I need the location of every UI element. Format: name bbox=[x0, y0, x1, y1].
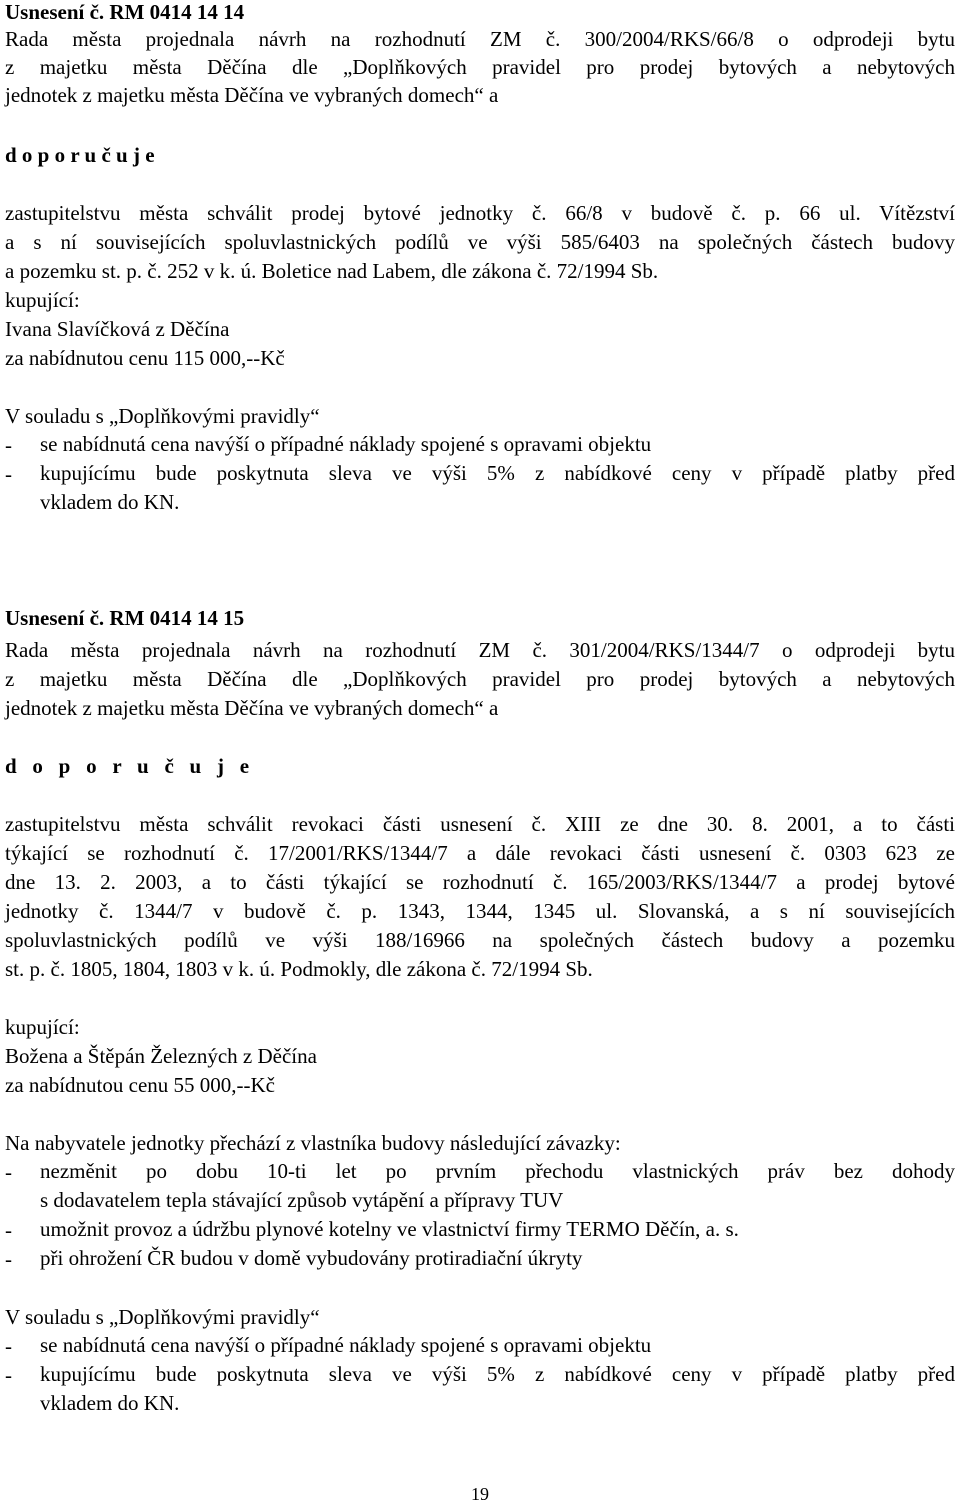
body-line: a pozemku st. p. č. 252 v k. ú. Boletice nad Labem, dle zákona č. 72/1994 Sb. bbox=[5, 259, 659, 283]
rule-item: se nabídnutá cena navýší o případné náklady spojené s opravami objektu bbox=[40, 1333, 652, 1357]
obligations-heading: Na nabyvatele jednotky přechází z vlastníka budovy následující závazky: bbox=[5, 1131, 621, 1155]
list-dash: - bbox=[5, 433, 12, 457]
obligation-item: nezměnit po dobu 10-ti let po prvním přechodu vlastnických práv bez dohody s dodavatelem tepla stávající způsob vytápění a přípravy TUV bbox=[40, 1159, 955, 1212]
buyer-name: Božena a Štěpán Železných z Děčína bbox=[5, 1044, 317, 1068]
intro-line: jednotek z majetku města Děčína ve vybraných domech“ a bbox=[5, 83, 499, 107]
rule-item: kupujícímu bude poskytnuta sleva ve výši 5% z nabídkové ceny v případě platby před vkladem do KN. bbox=[40, 461, 955, 514]
list-dash: - bbox=[5, 1363, 12, 1387]
body-line: týkající se rozhodnutí č. 17/2001/RKS/1344/7 a dále revokaci části usnesení č. 0303 623 ze bbox=[5, 841, 955, 865]
price-line: za nabídnutou cenu 55 000,--Kč bbox=[5, 1073, 275, 1097]
list-dash: - bbox=[5, 1334, 12, 1358]
resolution-title: Usnesení č. RM 0414 14 15 bbox=[5, 606, 245, 630]
body-line: jednotky č. 1344/7 v budově č. p. 1343, 1344, 1345 ul. Slovanská, a s ní souvisejících bbox=[5, 899, 955, 923]
intro-line: z majetku města Děčína dle „Doplňkových pravidel pro prodej bytových a nebytových bbox=[5, 667, 955, 691]
buyer-label: kupující: bbox=[5, 1015, 80, 1039]
buyer-name: Ivana Slavíčková z Děčína bbox=[5, 317, 230, 341]
obligation-item: umožnit provoz a údržbu plynové kotelny ve vlastnictví firmy TERMO Děčín, a. s. bbox=[40, 1217, 739, 1241]
body-line: spoluvlastnických podílů ve výši 188/16966 na společných částech budovy a pozemku bbox=[5, 928, 955, 952]
obligation-item: při ohrožení ČR budou v domě vybudovány protiradiační úkryty bbox=[40, 1246, 583, 1270]
rules-heading: V souladu s „Doplňkovými pravidly“ bbox=[5, 404, 320, 428]
list-dash: - bbox=[5, 1247, 12, 1271]
intro-line: jednotek z majetku města Děčína ve vybraných domech“ a bbox=[5, 696, 499, 720]
page-number: 19 bbox=[471, 1484, 489, 1504]
price-line: za nabídnutou cenu 115 000,--Kč bbox=[5, 346, 285, 370]
list-dash: - bbox=[5, 462, 12, 486]
intro-line: z majetku města Děčína dle „Doplňkových pravidel pro prodej bytových a nebytových bbox=[5, 55, 955, 79]
body-line: dne 13. 2. 2003, a to části týkající se rozhodnutí č. 165/2003/RKS/1344/7 a prodej bytové bbox=[5, 870, 955, 894]
buyer-label: kupující: bbox=[5, 288, 80, 312]
intro-line: Rada města projednala návrh na rozhodnutí ZM č. 301/2004/RKS/1344/7 o odprodeji bytu bbox=[5, 638, 955, 662]
recommendation-heading: d o p o r u č u j e bbox=[5, 754, 255, 778]
rule-item: se nabídnutá cena navýší o případné náklady spojené s opravami objektu bbox=[40, 432, 652, 456]
rules-heading: V souladu s „Doplňkovými pravidly“ bbox=[5, 1305, 320, 1329]
body-line: a s ní souvisejících spoluvlastnických podílů ve výši 585/6403 na společných částech budovy bbox=[5, 230, 955, 254]
list-dash: - bbox=[5, 1218, 12, 1242]
body-line: st. p. č. 1805, 1804, 1803 v k. ú. Podmokly, dle zákona č. 72/1994 Sb. bbox=[5, 957, 593, 981]
rule-item: kupujícímu bude poskytnuta sleva ve výši 5% z nabídkové ceny v případě platby před vkladem do KN. bbox=[40, 1362, 955, 1415]
body-line: zastupitelstvu města schválit revokaci části usnesení č. XIII ze dne 30. 8. 2001, a to části bbox=[5, 812, 955, 836]
intro-line: Rada města projednala návrh na rozhodnutí ZM č. 300/2004/RKS/66/8 o odprodeji bytu bbox=[5, 27, 955, 51]
list-dash: - bbox=[5, 1160, 12, 1184]
recommendation-heading: d o p o r u č u j e bbox=[5, 143, 155, 167]
resolution-title: Usnesení č. RM 0414 14 14 bbox=[5, 0, 245, 24]
body-line: zastupitelstvu města schválit prodej bytové jednotky č. 66/8 v budově č. p. 66 ul. Vítězství bbox=[5, 201, 955, 225]
